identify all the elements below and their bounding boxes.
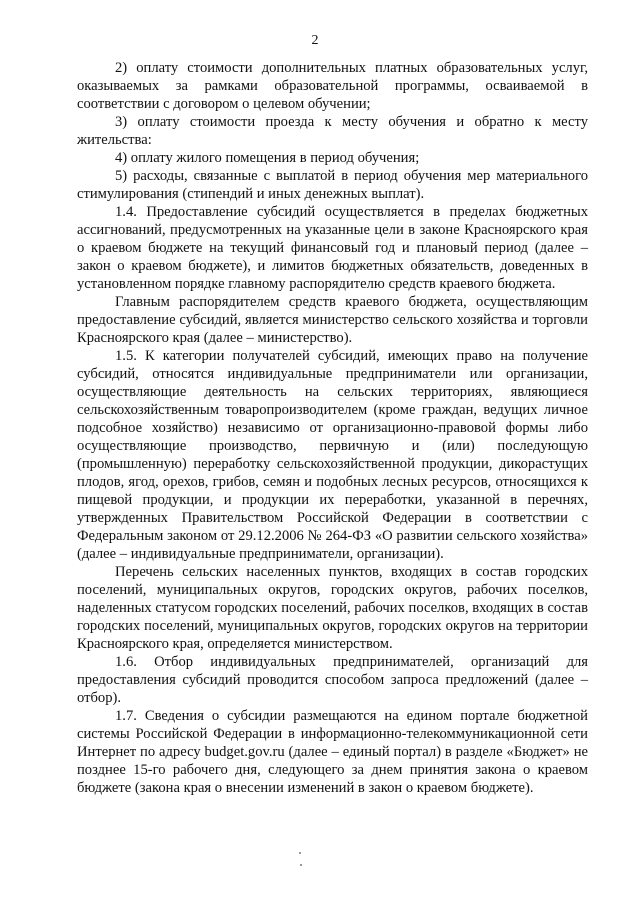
paragraph-item-3: 3) оплату стоимости проезда к месту обучения и обратно к месту жительства: (77, 114, 588, 148)
paragraph-main-administrator: Главным распорядителем средств краевого бюджета, осуществляющим предоставление субсидий, является министерство сельского хозяйства и торговли Красноярского края (далее – министерство). (77, 294, 588, 346)
paragraph-1-4: 1.4. Предоставление субсидий осуществляется в пределах бюджетных ассигнований, предусмотренных на указанные цели в законе Красноярского края о краевом бюджете на текущий финансовый год и плановый период (далее – закон о краевом бюджете), и лимитов бюджетных обязательств, доведенных в установленном порядке главному распорядителю средств краевого бюджета. (77, 204, 588, 292)
paragraph-item-4: 4) оплату жилого помещения в период обучения; (115, 150, 420, 166)
paragraph-item-5: 5) расходы, связанные с выплатой в период обучения мер материального стимулирования (стипендий и иных денежных выплат). (77, 168, 588, 202)
scan-speck (299, 852, 301, 854)
page-number: 2 (311, 33, 319, 48)
paragraph-item-2: 2) оплату стоимости дополнительных платных образовательных услуг, оказываемых за рамками образовательной программы, осваиваемой в соответствии с договором о целевом обучении; (77, 60, 588, 112)
paragraph-1-6: 1.6. Отбор индивидуальных предпринимателей, организаций для предоставления субсидий проводится способом запроса предложений (далее – отбор). (77, 654, 588, 706)
paragraph-1-5: 1.5. К категории получателей субсидий, имеющих право на получение субсидий, относятся индивидуальные предприниматели или организации, осуществляющие деятельность на сельских территориях, являющиеся сельскохозяйственным товаропроизводителем (кроме граждан, ведущих личное подсобное хозяйство) независимо от организационно-правовой формы либо осуществляющие производство, первичную и (или) последующую (промышленную) переработку сельскохозяйственной продукции, дикорастущих плодов, ягод, орехов, грибов, семян и подобных лесных ресурсов, относящихся к пищевой продукции, и продукции их переработки, указанной в перечнях, утвержденных Правительством Российской Федерации в соответствии с Федеральным законом от 29.12.2006 № 264-ФЗ «О развитии сельского хозяйства» (далее – индивидуальные предприниматели, организации). (77, 348, 588, 562)
paragraph-1-7: 1.7. Сведения о субсидии размещаются на едином портале бюджетной системы Российской Федерации в информационно-телекоммуникационной сети Интернет по адресу budget.gov.ru (далее – единый портал) в разделе «Бюджет» не позднее 15-го рабочего дня, следующего за днем принятия закона о краевом бюджете (закона края о внесении изменений в закон о краевом бюджете). (77, 708, 588, 796)
document-body (77, 59, 588, 797)
scan-speck (300, 864, 302, 866)
paragraph-settlements-list: Перечень сельских населенных пунктов, входящих в состав городских поселений, муниципальных округов, городских округов, рабочих поселков, наделенных статусом городских поселений, рабочих поселков, входящих в состав городских поселений, муниципальных округов, городских округов на территории Красноярского края, определяется министерством. (77, 564, 588, 652)
